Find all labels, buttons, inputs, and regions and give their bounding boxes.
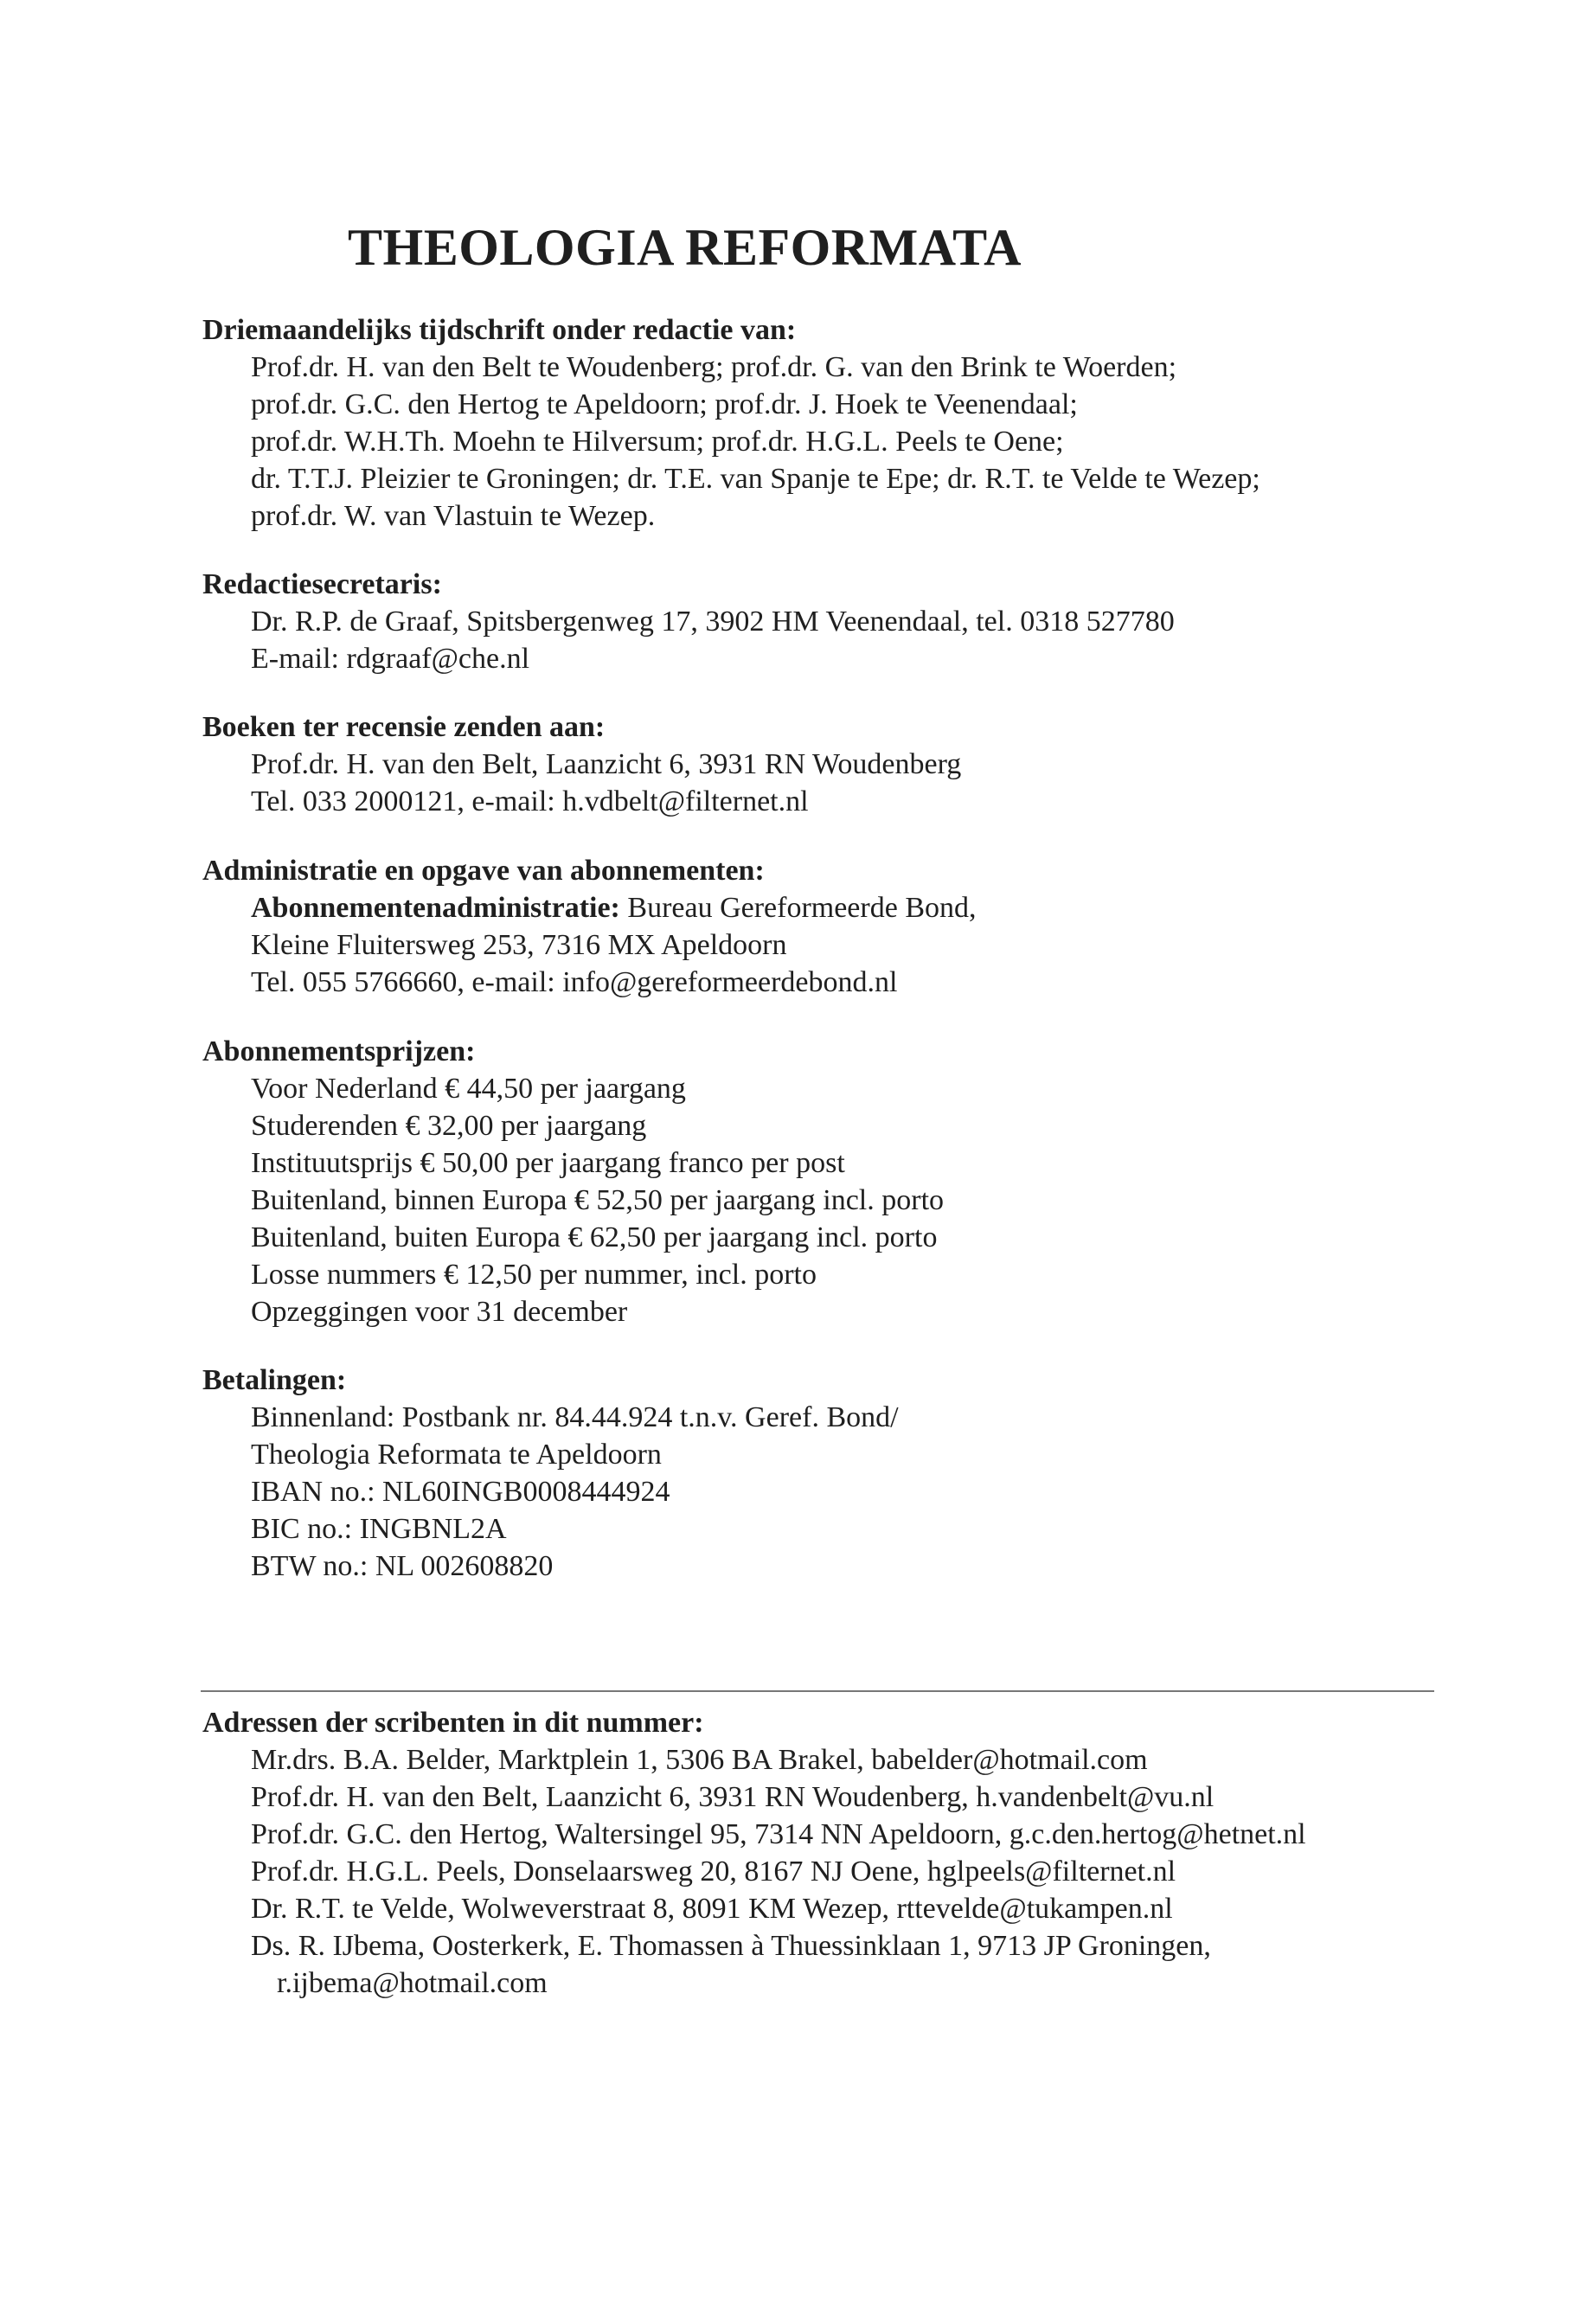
payments-section <box>202 1362 1483 1585</box>
secretary-address: Dr. R.P. de Graaf, Spitsbergenweg 17, 3902 HM Veenendaal, tel. 0318 527780 <box>251 606 1175 638</box>
administration-contact: Tel. 055 5766660, e-mail: info@gereformeerdebond.nl <box>251 966 898 998</box>
editors-section <box>202 311 1483 535</box>
editors-line: prof.dr. G.C. den Hertog te Apeldoorn; prof.dr. J. Hoek te Veenendaal; <box>251 388 1078 420</box>
prices-section <box>202 1033 1483 1330</box>
editors-line: Prof.dr. H. van den Belt te Woudenberg; prof.dr. G. van den Brink te Woerden; <box>251 351 1177 383</box>
secretary-section <box>202 566 1483 677</box>
author-address: Prof.dr. G.C. den Hertog, Waltersingel 95, 7314 NN Apeldoorn, g.c.den.hertog@hetnet.nl <box>251 1818 1306 1850</box>
author-address: Prof.dr. H. van den Belt, Laanzicht 6, 3931 RN Woudenberg, h.vandenbelt@vu.nl <box>251 1781 1215 1813</box>
reviews-section <box>202 708 1483 820</box>
payment-iban: IBAN no.: NL60INGB0008444924 <box>251 1476 670 1508</box>
price-line: Buitenland, buiten Europa € 62,50 per jaargang incl. porto <box>251 1221 938 1253</box>
price-line: Opzeggingen voor 31 december <box>251 1296 628 1328</box>
author-address: Mr.drs. B.A. Belder, Marktplein 1, 5306 BA Brakel, babelder@hotmail.com <box>251 1744 1148 1776</box>
administration-organisation: Bureau Gereformeerde Bond, <box>619 892 977 924</box>
editors-line: prof.dr. W. van Vlastuin te Wezep. <box>251 500 656 532</box>
editors-line: dr. T.T.J. Pleizier te Groningen; dr. T.E. van Spanje te Epe; dr. R.T. te Velde te Wezep; <box>251 463 1260 495</box>
author-address: Dr. R.T. te Velde, Wolweverstraat 8, 8091 KM Wezep, rttevelde@tukampen.nl <box>251 1893 1173 1925</box>
author-address: Ds. R. IJbema, Oosterkerk, E. Thomassen à Thuessinklaan 1, 9713 JP Groningen, <box>251 1930 1211 1962</box>
secretary-email: E-mail: rdgraaf@che.nl <box>251 643 530 675</box>
administration-label: Abonnementenadministratie: <box>251 892 620 924</box>
price-line: Buitenland, binnen Europa € 52,50 per jaargang incl. porto <box>251 1184 945 1216</box>
authors-section <box>202 1704 1483 2002</box>
payments-heading: Betalingen: <box>202 1364 347 1396</box>
administration-address: Kleine Fluitersweg 253, 7316 MX Apeldoorn <box>251 929 787 961</box>
administration-heading: Administratie en opgave van abonnementen: <box>202 855 765 887</box>
administration-section <box>202 852 1483 1001</box>
reviews-heading: Boeken ter recensie zenden aan: <box>202 711 606 743</box>
price-line: Instituutsprijs € 50,00 per jaargang franco per post <box>251 1147 845 1179</box>
authors-heading: Adressen der scribenten in dit nummer: <box>202 1707 704 1739</box>
reviews-contact: Tel. 033 2000121, e-mail: h.vdbelt@filternet.nl <box>251 785 809 817</box>
price-line: Studerenden € 32,00 per jaargang <box>251 1110 647 1142</box>
price-line: Losse nummers € 12,50 per nummer, incl. porto <box>251 1259 817 1291</box>
journal-title: THEOLOGIA REFORMATA <box>348 219 1022 276</box>
reviews-address: Prof.dr. H. van den Belt, Laanzicht 6, 3931 RN Woudenberg <box>251 748 962 780</box>
payment-vat: BTW no.: NL 002608820 <box>251 1550 554 1582</box>
administration-first-line <box>251 889 1483 926</box>
section-divider <box>201 1690 1434 1692</box>
prices-heading: Abonnementsprijzen: <box>202 1035 476 1067</box>
payment-line: Theologia Reformata te Apeldoorn <box>251 1439 662 1471</box>
editors-heading: Driemaandelijks tijdschrift onder redactie van: <box>202 314 797 346</box>
author-address: Prof.dr. H.G.L. Peels, Donselaarsweg 20, 8167 NJ Oene, hglpeels@filternet.nl <box>251 1856 1176 1888</box>
payment-bic: BIC no.: INGBNL2A <box>251 1513 507 1545</box>
editors-line: prof.dr. W.H.Th. Moehn te Hilversum; prof.dr. H.G.L. Peels te Oene; <box>251 426 1064 458</box>
author-email-continuation: r.ijbema@hotmail.com <box>277 1967 548 1999</box>
secretary-heading: Redactiesecretaris: <box>202 568 442 600</box>
price-line: Voor Nederland € 44,50 per jaargang <box>251 1073 686 1105</box>
payment-line: Binnenland: Postbank nr. 84.44.924 t.n.v. Geref. Bond/ <box>251 1401 899 1433</box>
